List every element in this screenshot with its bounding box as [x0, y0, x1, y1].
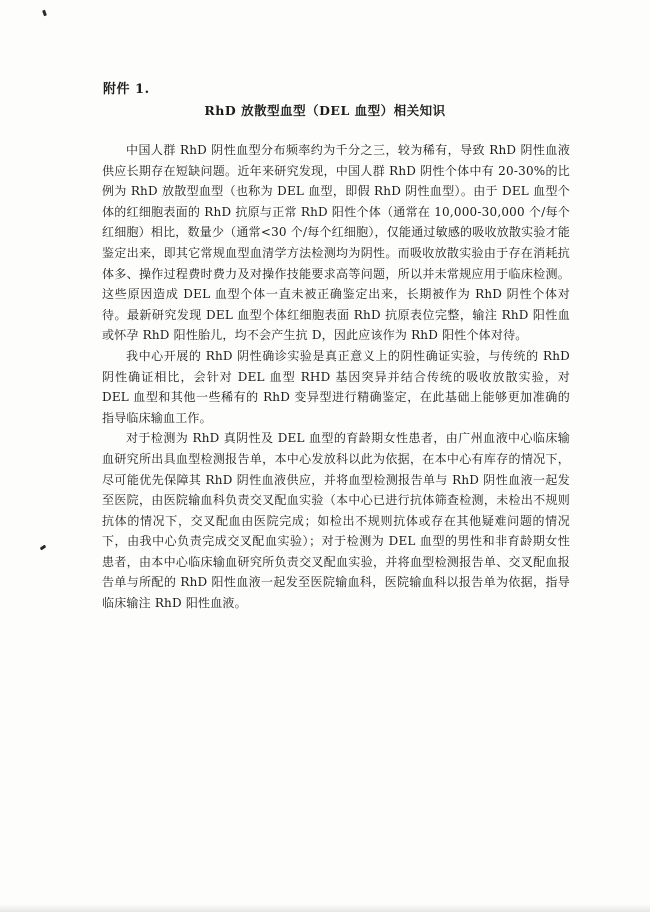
scan-edge-shadow: [0, 904, 650, 912]
document-body: [102, 140, 570, 614]
paragraph: 对于检测为 RhD 真阴性及 DEL 血型的育龄期女性患者，由广州血液中心临床输血研究所出具血型检测报告单，本中心发放科以此为依据，在本中心有库存的情况下，尽可能优先保障其 RhD 阴性血液供应，并将血型检测报告单与 RhD 阴性血液一起发至医院，由医院输血科负责交叉配血实验（本中心已进行抗体筛查检测，未检出不规则抗体的情况下，交叉配血由医院完成；如检出不规则抗体或存在其他疑难问题的情况下，由我中心负责完成交叉配血实验）；对于检测为 DEL 血型的男性和非育龄期女性患者，由本中心临床输血研究所负责交叉配血实验，并将血型检测报告单、交叉配血报告单与所配的 RhD 阳性血液一起发至医院输血科，医院输血科以报告单为依据，指导临床输注 RhD 阳性血液。: [102, 431, 570, 611]
paragraph: 中国人群 RhD 阴性血型分布频率约为千分之三，较为稀有，导致 RhD 阴性血液供应长期存在短缺问题。近年来研究发现，中国人群 RhD 阴性个体中有 20-30%的比例为 RhD 放散型血型（也称为 DEL 血型，即假 RhD 阴性血型）。由于 DEL 血型个体的红细胞表面的 RhD 抗原与正常 RhD 阳性个体（通常在 10,000-30,000 个/每个红细胞）相比，数量少（通常<30 个/每个红细胞），仅能通过敏感的吸收放散实验才能鉴定出来，即其它常规血型血清学方法检测均为阴性。而吸收放散实验由于存在消耗抗体多、操作过程费时费力及对操作技能要求高等问题，所以并未常规应用于临床检测。这些原因造成 DEL 血型个体一直未被正确鉴定出来，长期被作为 RhD 阴性个体对待。最新研究发现 DEL 血型个体红细胞表面 RhD 抗原表位完整，输注 RhD 阳性血或怀孕 RhD 阳性胎儿，均不会产生抗 D，因此应该作为 RhD 阳性个体对待。: [102, 143, 570, 343]
document-title: RhD 放散型血型（DEL 血型）相关知识: [204, 103, 446, 118]
paragraph: 我中心开展的 RhD 阴性确诊实验是真正意义上的阴性确证实验，与传统的 RhD 阴性确证相比，会针对 DEL 血型 RHD 基因突异并结合传统的吸收放散实验，对 DEL 血型和其他一些稀有的 RhD 变异型进行精确鉴定，在此基础上能够更加准确的指导临床输血工作。: [102, 348, 570, 425]
scan-speck: [40, 545, 47, 551]
attachment-label: 附件 1.: [103, 82, 150, 97]
scan-speck: [42, 10, 47, 17]
